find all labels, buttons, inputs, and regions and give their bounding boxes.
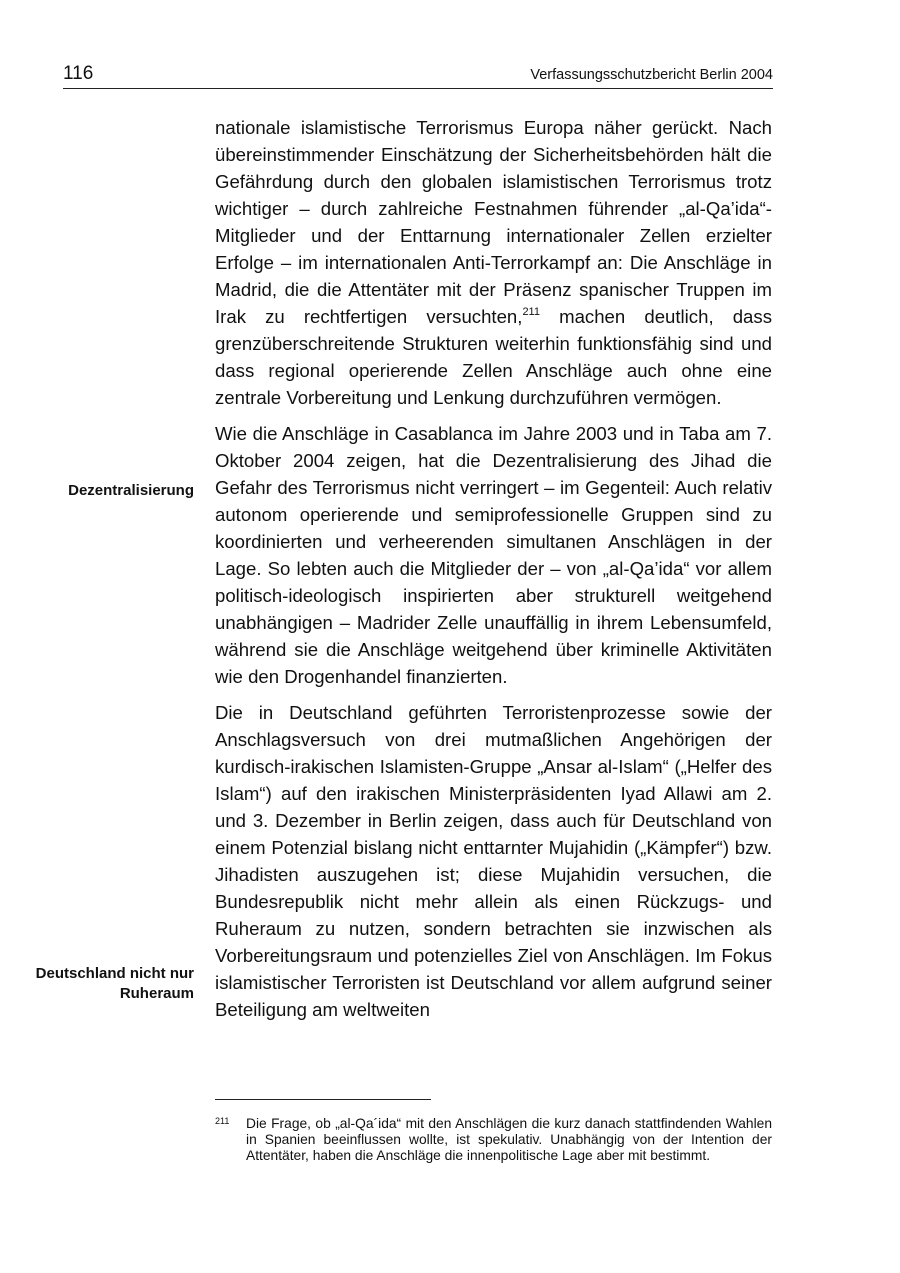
footnote-reference[interactable]: 211 <box>522 306 540 318</box>
footnote <box>215 1116 772 1163</box>
paragraph-3: Die in Deutschland geführten Terroristenprozesse sowie der Anschlagsversuch von drei mutmaßlichen Angehörigen der kurdisch-irakischen Islamisten-Gruppe „Ansar al-Islam“ („Helfer des Islam“) auf den irakischen Ministerpräsidenten Iyad Allawi am 2. und 3. Dezember in Berlin zeigen, dass auch für Deutschland von einem Potenzial bislang nicht enttarnter Mujahidin („Kämpfer“) bzw. Jihadisten auszugehen ist; diese Mujahidin versuchen, die Bundesrepublik nicht mehr allein als einen Rückzugs- und Ruheraum zu nutzen, sondern betrachten sie inzwischen als Vorbereitungsraum und potenzielles Ziel von Anschlägen. Im Fokus islamistischer Terroristen ist Deutschland vor allem aufgrund seiner Beteiligung am weltweiten <box>215 702 772 1020</box>
page-number: 116 <box>63 63 94 84</box>
running-title: Verfassungsschutzbericht Berlin 2004 <box>530 67 773 83</box>
paragraph-1-text-b: machen deutlich, dass grenzüberschreitende Strukturen weiterhin funktionsfähig sind und dass regional operierende Zellen Anschläge auch ohne eine zentrale Vorbereitung und Lenkung durchzuführen vermögen. <box>215 306 772 408</box>
main-text <box>215 114 772 1023</box>
page-header <box>63 64 773 89</box>
paragraph-1 <box>215 114 772 411</box>
margin-note-deutschland-nicht-nur-ruheraum: Deutschland nicht nur Ruheraum <box>35 965 194 1002</box>
paragraph-2: Wie die Anschläge in Casablanca im Jahre 2003 und in Taba am 7. Oktober 2004 zeigen, hat die Dezentralisierung des Jihad die Gefahr des Terrorismus nicht verringert – im Gegenteil: Auch relativ autonom operierende und semiprofessionelle Gruppen sind zu koordinierten und verheerenden simultanen Anschlägen in der Lage. So lebten auch die Mitglieder der – von „al-Qa’ida“ vor allem politisch-ideologisch inspirierten aber strukturell weitgehend unabhängigen – Madrider Zelle unauffällig in ihrem Lebensumfeld, während sie die Anschläge weitgehend über kriminelle Aktivitäten wie den Drogenhandel finanzierten. <box>215 423 772 687</box>
footnote-number: 211 <box>215 1116 230 1126</box>
paragraph-1-text-a: nationale islamistische Terrorismus Europa näher gerückt. Nach übereinstimmender Einschätzung der Sicherheitsbehörden hält die Gefährdung durch den globalen islamistischen Terrorismus trotz wichtiger – durch zahlreiche Festnahmen führender „al-Qa’ida“-Mitglieder und der Enttarnung internationaler Zellen erzielter Erfolge – im internationalen Anti-Terrorkampf an: Die Anschläge in Madrid, die die Attentäter mit der Präsenz spanischer Truppen im Irak zu rechtfertigen versuchten, <box>215 117 772 327</box>
margin-note-dezentralisierung: Dezentralisierung <box>68 482 194 499</box>
footnote-text: Die Frage, ob „al-Qa´ida“ mit den Anschlägen die kurz danach stattfindenden Wahlen in Spanien beeinflussen wollte, ist spekulativ. Unabhängig von der Intention der Attentäter, haben die Anschläge die innenpolitische Lage aber mit bestimmt. <box>246 1116 772 1163</box>
footnote-divider <box>215 1099 431 1100</box>
